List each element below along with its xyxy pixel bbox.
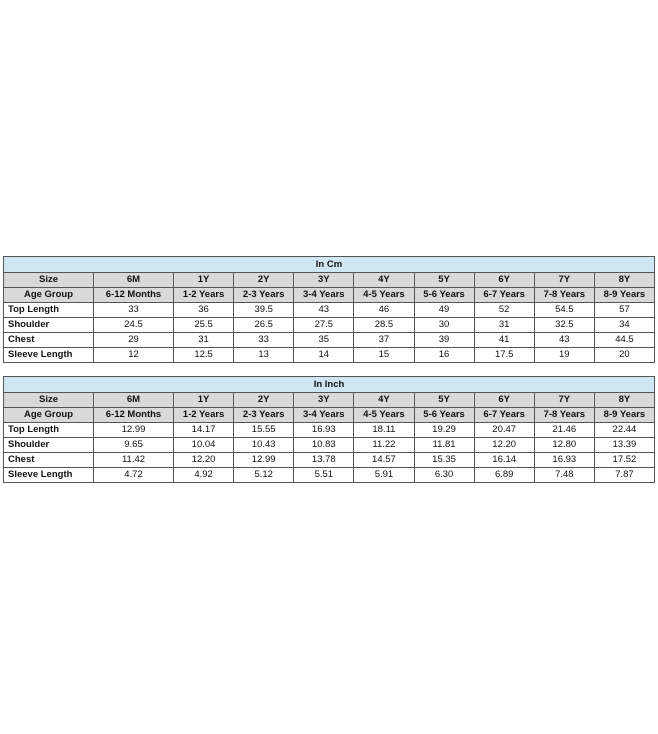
- age-group-cell: 8-9 Years: [594, 408, 654, 423]
- measurement-cell: 16: [414, 348, 474, 363]
- measurement-label: Sleeve Length: [4, 468, 94, 483]
- size-cell: 4Y: [354, 393, 414, 408]
- age-group-label: Age Group: [4, 408, 94, 423]
- measurement-cell: 6.89: [474, 468, 534, 483]
- measurement-cell: 20.47: [474, 423, 534, 438]
- size-row: [4, 273, 655, 288]
- measurement-cell: 25.5: [174, 318, 234, 333]
- unit-caption: In Cm: [4, 257, 655, 273]
- age-group-cell: 5-6 Years: [414, 408, 474, 423]
- measurement-label: Chest: [4, 453, 94, 468]
- measurement-cell: 34: [594, 318, 654, 333]
- measurement-cell: 21.46: [534, 423, 594, 438]
- age-group-cell: 1-2 Years: [174, 288, 234, 303]
- size-cell: 1Y: [174, 273, 234, 288]
- unit-caption-row: [4, 377, 655, 393]
- age-group-cell: 3-4 Years: [294, 408, 354, 423]
- age-group-row: [4, 408, 655, 423]
- measurement-cell: 16.93: [534, 453, 594, 468]
- age-group-cell: 6-12 Months: [94, 288, 174, 303]
- measurement-cell: 15.35: [414, 453, 474, 468]
- measurement-cell: 54.5: [534, 303, 594, 318]
- measurement-cell: 12.99: [234, 453, 294, 468]
- measurement-cell: 16.14: [474, 453, 534, 468]
- measurement-cell: 28.5: [354, 318, 414, 333]
- measurement-cell: 57: [594, 303, 654, 318]
- measurement-label: Chest: [4, 333, 94, 348]
- size-row: [4, 393, 655, 408]
- size-cell: 3Y: [294, 393, 354, 408]
- measurement-cell: 14: [294, 348, 354, 363]
- age-group-cell: 1-2 Years: [174, 408, 234, 423]
- measurement-cell: 14.57: [354, 453, 414, 468]
- size-cell: 5Y: [414, 273, 474, 288]
- measurement-cell: 12: [94, 348, 174, 363]
- age-group-cell: 7-8 Years: [534, 408, 594, 423]
- size-cell: 8Y: [594, 273, 654, 288]
- measurement-cell: 22.44: [594, 423, 654, 438]
- age-group-cell: 2-3 Years: [234, 408, 294, 423]
- measurement-cell: 20: [594, 348, 654, 363]
- size-cell: 8Y: [594, 393, 654, 408]
- measurement-cell: 37: [354, 333, 414, 348]
- age-group-cell: 3-4 Years: [294, 288, 354, 303]
- measurement-cell: 15.55: [234, 423, 294, 438]
- age-group-row: [4, 288, 655, 303]
- measurement-cell: 44.5: [594, 333, 654, 348]
- size-cell: 6M: [94, 273, 174, 288]
- measurement-cell: 39.5: [234, 303, 294, 318]
- size-cell: 6M: [94, 393, 174, 408]
- measurement-cell: 41: [474, 333, 534, 348]
- measurement-cell: 32.5: [534, 318, 594, 333]
- measurement-cell: 18.11: [354, 423, 414, 438]
- measurement-cell: 5.51: [294, 468, 354, 483]
- measurement-row-chest: [4, 453, 655, 468]
- measurement-cell: 7.48: [534, 468, 594, 483]
- measurement-label: Shoulder: [4, 438, 94, 453]
- measurement-cell: 4.72: [94, 468, 174, 483]
- measurement-cell: 16.93: [294, 423, 354, 438]
- age-group-cell: 6-12 Months: [94, 408, 174, 423]
- measurement-cell: 43: [294, 303, 354, 318]
- measurement-cell: 12.20: [174, 453, 234, 468]
- measurement-cell: 14.17: [174, 423, 234, 438]
- measurement-label: Top Length: [4, 303, 94, 318]
- unit-caption-row: [4, 257, 655, 273]
- measurement-cell: 36: [174, 303, 234, 318]
- measurement-cell: 31: [174, 333, 234, 348]
- measurement-cell: 19: [534, 348, 594, 363]
- measurement-cell: 6.30: [414, 468, 474, 483]
- measurement-cell: 9.65: [94, 438, 174, 453]
- age-group-cell: 7-8 Years: [534, 288, 594, 303]
- measurement-cell: 52: [474, 303, 534, 318]
- age-group-label: Age Group: [4, 288, 94, 303]
- age-group-cell: 2-3 Years: [234, 288, 294, 303]
- unit-caption: In Inch: [4, 377, 655, 393]
- measurement-row-sleeve-length: [4, 468, 655, 483]
- measurement-cell: 30: [414, 318, 474, 333]
- age-group-cell: 5-6 Years: [414, 288, 474, 303]
- measurement-cell: 5.12: [234, 468, 294, 483]
- age-group-cell: 6-7 Years: [474, 408, 534, 423]
- measurement-cell: 10.04: [174, 438, 234, 453]
- measurement-cell: 10.83: [294, 438, 354, 453]
- size-cell: 6Y: [474, 393, 534, 408]
- measurement-cell: 12.20: [474, 438, 534, 453]
- measurement-label: Shoulder: [4, 318, 94, 333]
- age-group-cell: 4-5 Years: [354, 408, 414, 423]
- measurement-cell: 7.87: [594, 468, 654, 483]
- measurement-cell: 11.42: [94, 453, 174, 468]
- measurement-cell: 5.91: [354, 468, 414, 483]
- measurement-cell: 12.5: [174, 348, 234, 363]
- measurement-row-shoulder: [4, 438, 655, 453]
- measurement-cell: 15: [354, 348, 414, 363]
- size-label: Size: [4, 393, 94, 408]
- measurement-row-sleeve-length: [4, 348, 655, 363]
- size-cell: 1Y: [174, 393, 234, 408]
- size-label: Size: [4, 273, 94, 288]
- measurement-cell: 49: [414, 303, 474, 318]
- measurement-cell: 43: [534, 333, 594, 348]
- measurement-cell: 46: [354, 303, 414, 318]
- measurement-cell: 26.5: [234, 318, 294, 333]
- size-cell: 4Y: [354, 273, 414, 288]
- measurement-cell: 39: [414, 333, 474, 348]
- size-chart-cm-table: [3, 256, 655, 363]
- measurement-cell: 4.92: [174, 468, 234, 483]
- measurement-cell: 11.81: [414, 438, 474, 453]
- age-group-cell: 6-7 Years: [474, 288, 534, 303]
- measurement-row-shoulder: [4, 318, 655, 333]
- measurement-label: Top Length: [4, 423, 94, 438]
- measurement-row-top-length: [4, 303, 655, 318]
- measurement-cell: 17.5: [474, 348, 534, 363]
- measurement-cell: 10.43: [234, 438, 294, 453]
- measurement-cell: 11.22: [354, 438, 414, 453]
- measurement-cell: 13.78: [294, 453, 354, 468]
- measurement-cell: 33: [94, 303, 174, 318]
- measurement-cell: 31: [474, 318, 534, 333]
- size-cell: 7Y: [534, 273, 594, 288]
- measurement-cell: 33: [234, 333, 294, 348]
- measurement-cell: 12.80: [534, 438, 594, 453]
- size-chart-inch-table: [3, 376, 655, 483]
- size-cell: 6Y: [474, 273, 534, 288]
- size-cell: 2Y: [234, 273, 294, 288]
- size-cell: 7Y: [534, 393, 594, 408]
- measurement-cell: 12.99: [94, 423, 174, 438]
- age-group-cell: 8-9 Years: [594, 288, 654, 303]
- measurement-cell: 35: [294, 333, 354, 348]
- measurement-cell: 13: [234, 348, 294, 363]
- size-cell: 5Y: [414, 393, 474, 408]
- age-group-cell: 4-5 Years: [354, 288, 414, 303]
- measurement-label: Sleeve Length: [4, 348, 94, 363]
- measurement-cell: 17.52: [594, 453, 654, 468]
- size-cell: 3Y: [294, 273, 354, 288]
- measurement-cell: 19.29: [414, 423, 474, 438]
- measurement-row-top-length: [4, 423, 655, 438]
- measurement-cell: 24.5: [94, 318, 174, 333]
- measurement-row-chest: [4, 333, 655, 348]
- measurement-cell: 13.39: [594, 438, 654, 453]
- size-cell: 2Y: [234, 393, 294, 408]
- measurement-cell: 29: [94, 333, 174, 348]
- measurement-cell: 27.5: [294, 318, 354, 333]
